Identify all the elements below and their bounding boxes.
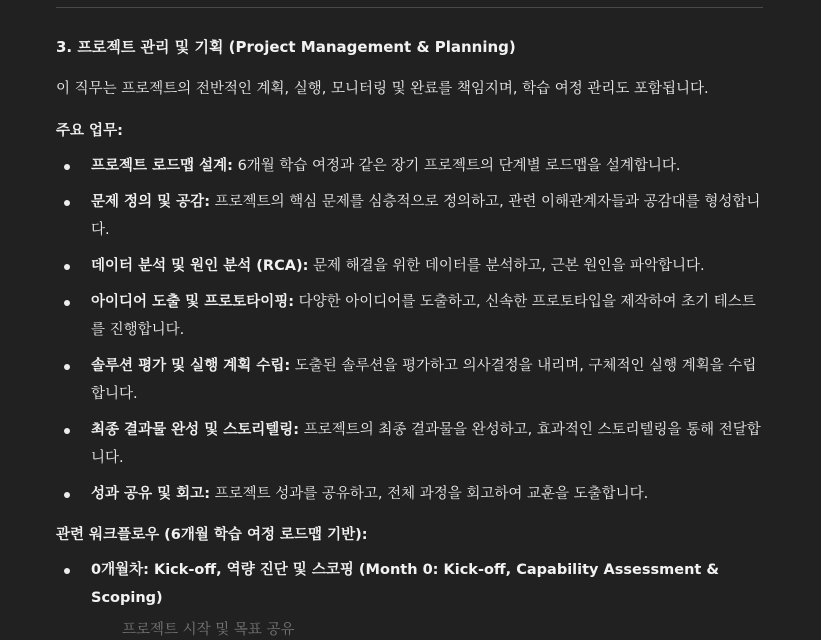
duty-title: 문제 정의 및 공감: — [91, 194, 210, 210]
list-item — [56, 480, 766, 508]
message-content — [56, 32, 766, 640]
list-item — [56, 352, 766, 408]
duty-title: 데이터 분석 및 원인 분석 (RCA): — [91, 258, 309, 274]
duties-label: 주요 업무: — [56, 123, 123, 139]
duty-desc: 다양한 아이디어를 도출하고, 신속한 프로토타입을 제작하여 초기 테스트를 진행합니다. — [91, 294, 756, 338]
workflow-title: 0개월차: Kick-off, 역량 진단 및 스코핑 (Month 0: Kick-off, Capability Assessment & Scoping) — [91, 562, 720, 606]
duty-desc: 프로젝트 성과를 공유하고, 전체 과정을 회고하여 교훈을 도출합니다. — [210, 486, 649, 502]
intro-paragraph: 이 직무는 프로젝트의 전반적인 계획, 실행, 모니터링 및 완료를 책임지며, 학습 여정 관리도 포함됩니다. — [56, 81, 709, 97]
duty-title: 성과 공유 및 회고: — [91, 486, 210, 502]
list-item — [56, 556, 766, 612]
section-heading: 3. 프로젝트 관리 및 기획 (Project Management & Planning) — [56, 38, 516, 56]
duty-desc: 문제 해결을 위한 데이터를 분석하고, 근본 원인을 파악합니다. — [308, 258, 705, 274]
section-divider — [56, 7, 763, 8]
duty-desc: 6개월 학습 여정과 같은 장기 프로젝트의 단계별 로드맵을 설계합니다. — [232, 158, 681, 174]
duty-title: 프로젝트 로드맵 설계: — [91, 158, 233, 174]
list-item — [56, 288, 766, 344]
duty-title: 아이디어 도출 및 프로토타이핑: — [91, 294, 295, 310]
duty-desc: 도출된 솔루션을 평가하고 의사결정을 내리며, 구체적인 실행 계획을 수립합니다. — [91, 358, 757, 402]
duty-desc: 프로젝트의 핵심 문제를 심층적으로 정의하고, 관련 이해관계자들과 공감대를 형성합니다. — [91, 194, 761, 238]
workflow-label: 관련 워크플로우 (6개월 학습 여정 로드맵 기반): — [56, 527, 368, 543]
list-item — [56, 188, 766, 244]
list-item — [56, 416, 766, 472]
duty-title: 최종 결과물 완성 및 스토리텔링: — [91, 422, 300, 438]
workflow-list — [56, 556, 766, 612]
list-item — [56, 152, 766, 180]
duties-list — [56, 152, 766, 508]
cutoff-text: 프로젝트 시작 및 목표 공유 — [122, 622, 295, 638]
duty-desc: 프로젝트의 최종 결과물을 완성하고, 효과적인 스토리텔링을 통해 전달합니다. — [91, 422, 761, 466]
duty-title: 솔루션 평가 및 실행 계획 수립: — [91, 358, 291, 374]
list-item — [56, 252, 766, 280]
